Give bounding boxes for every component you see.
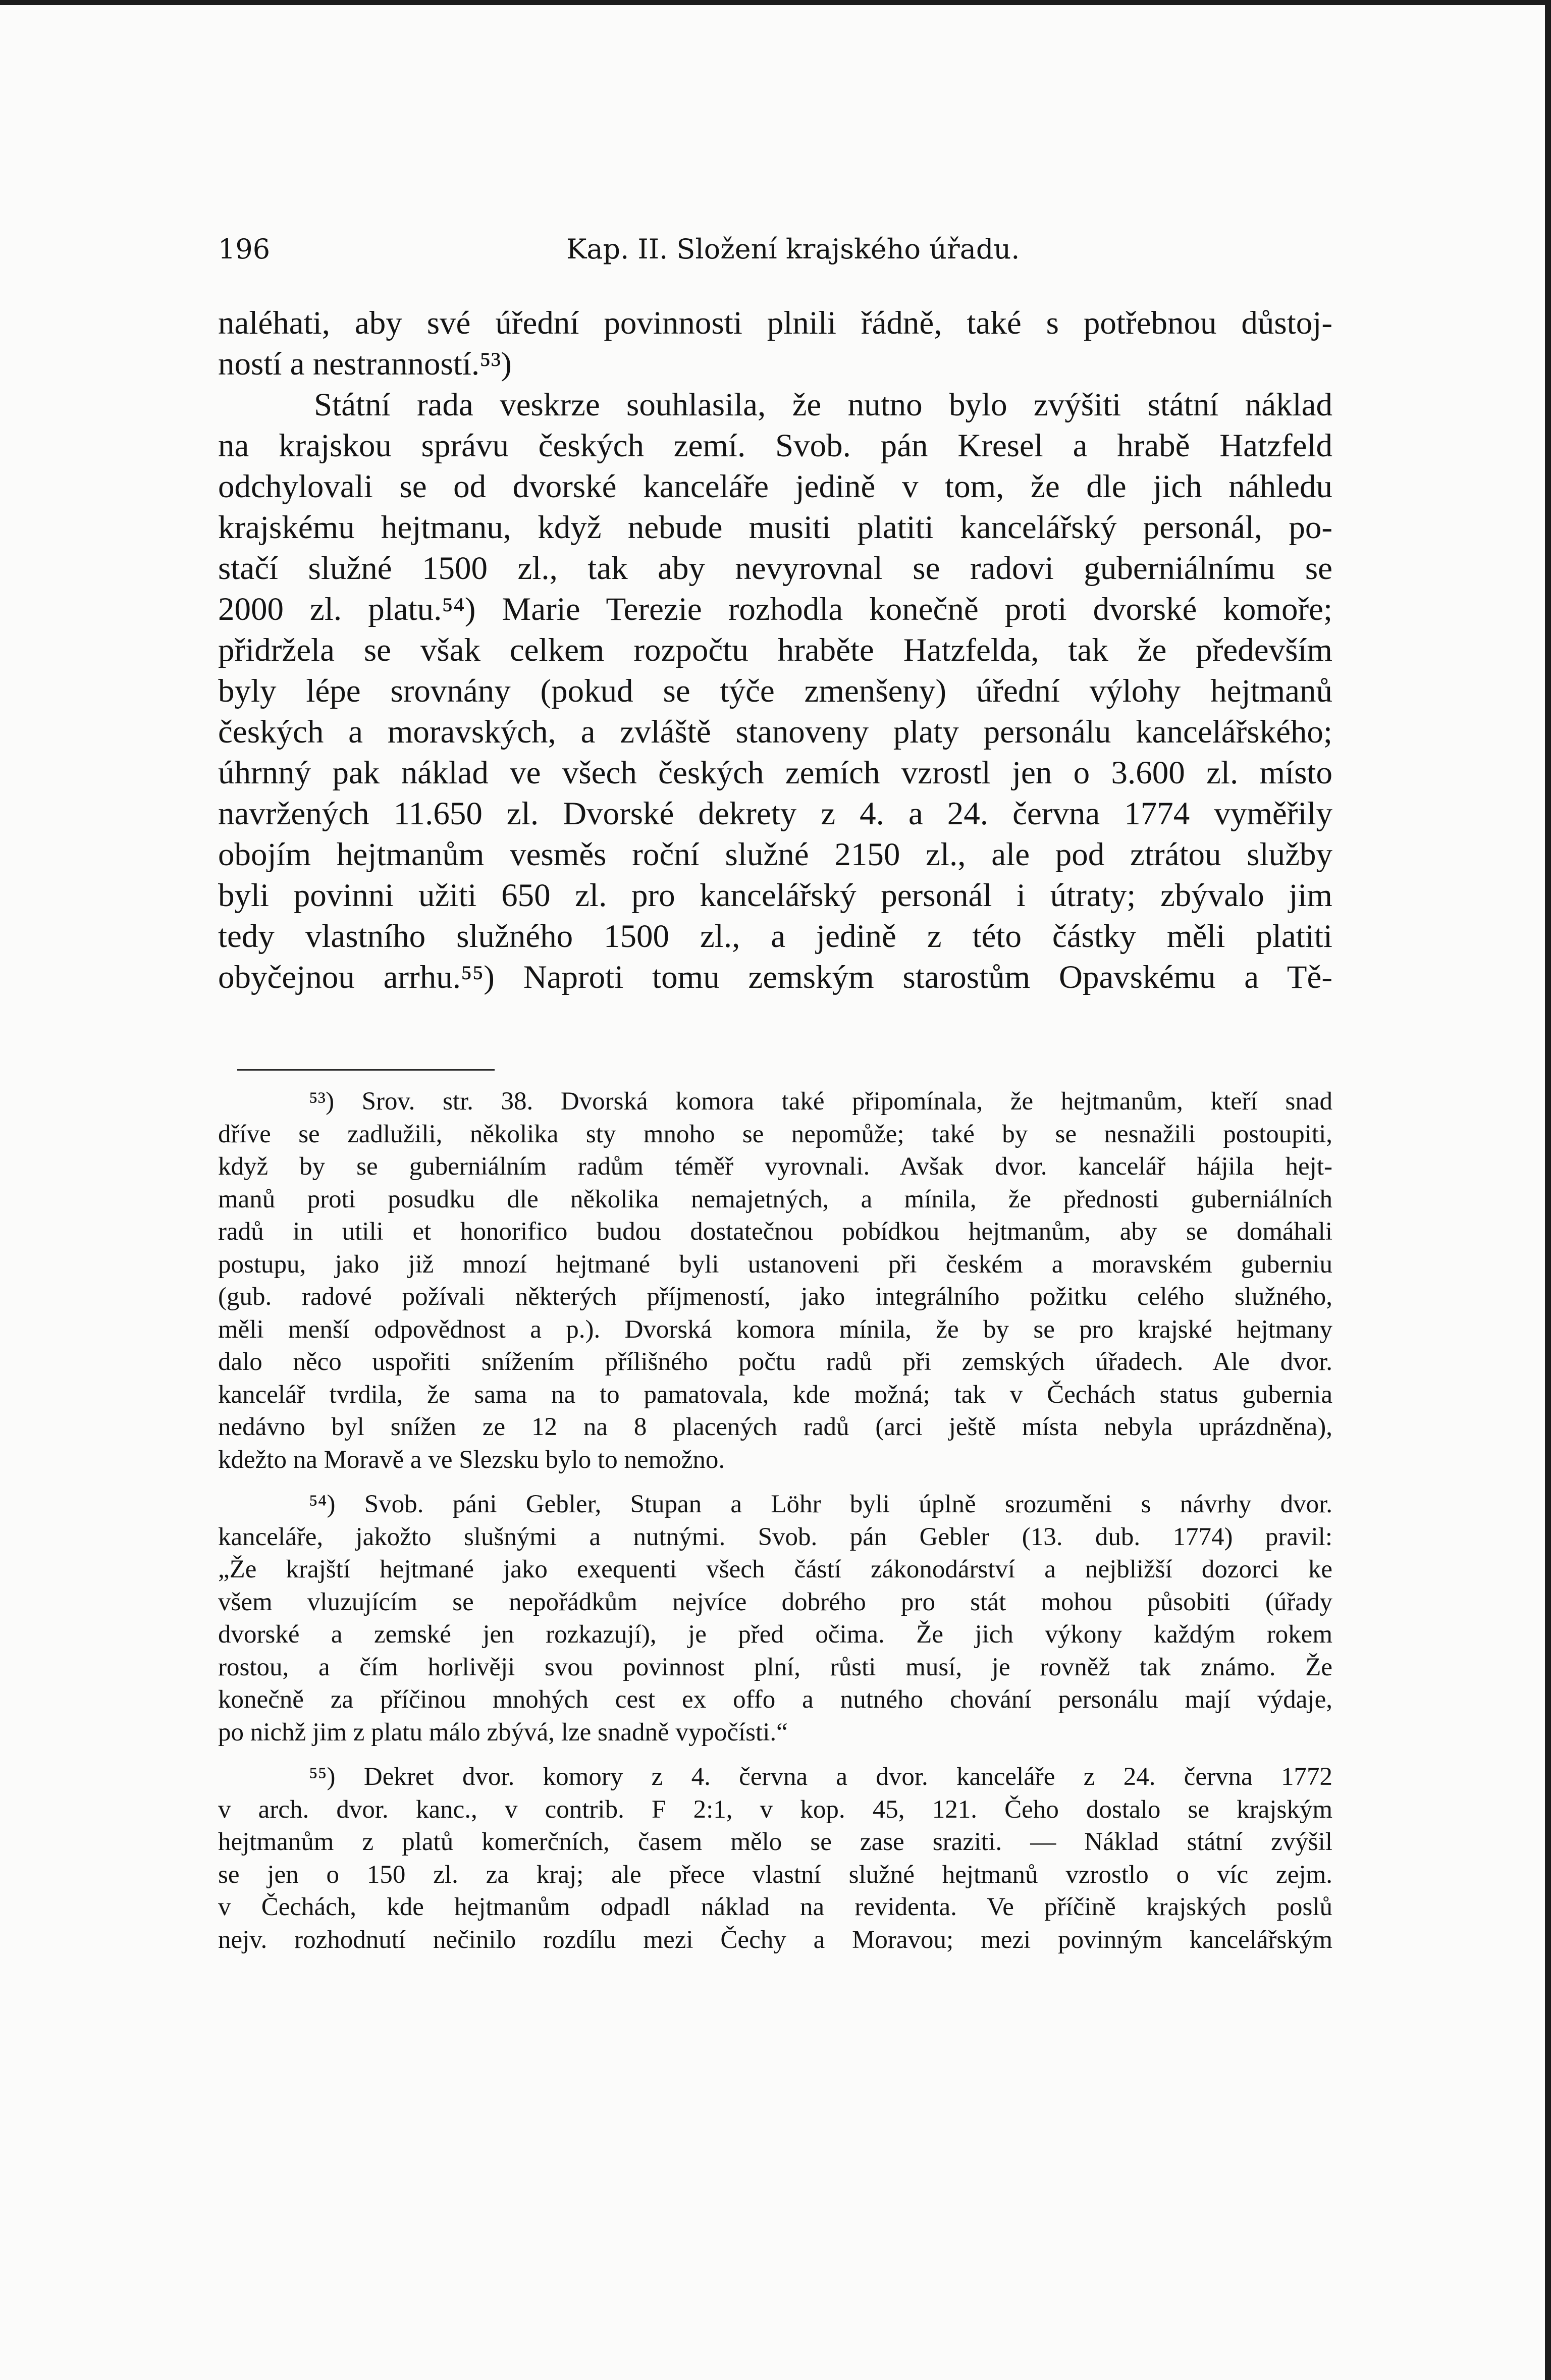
footnote-separator	[237, 1069, 495, 1071]
footnote-line: nedávno byl snížen ze 12 na 8 placených radů (arci ještě místa nebyla uprázdněna),	[218, 1413, 1332, 1441]
footnote-line: postupu, jako již mnozí hejtmané byli ustanoveni při českém a moravském guberniu	[218, 1250, 1332, 1279]
text-line: Státní rada veskrze souhlasila, že nutno bylo zvýšiti státní náklad	[314, 387, 1332, 423]
text-line: úhrnný pak náklad ve všech českých zemích vzrostl jen o 3.600 zl. místo	[218, 755, 1332, 791]
footnote-line: ⁵⁴) Svob. páni Gebler, Stupan a Löhr byli úplně srozuměni s návrhy dvor.	[309, 1490, 1332, 1518]
footnote-53	[218, 1085, 1332, 1476]
footnote-line: (gub. radové požívali některých příjmeností, jako integrálního požitku celého služného,	[218, 1283, 1332, 1311]
text-line: byly lépe srovnány (pokud se týče zmenšeny) úřední výlohy hejtmanů	[218, 673, 1332, 709]
footnote-line: po nichž jim z platu málo zbývá, lze snadně vypočísti.“	[218, 1718, 788, 1747]
text-line: českých a moravských, a zvláště stanoveny platy personálu kancelářského;	[218, 714, 1332, 750]
main-text	[218, 303, 1332, 998]
footnote-line: radů in utili et honorifico budou dostatečnou pobídkou hejtmanům, aby se domáhali	[218, 1218, 1332, 1246]
running-title: Kap. II. Složení krajského úřadu.	[566, 233, 1020, 265]
footnote-line: měli menší odpovědnost a p.). Dvorská komora mínila, že by se pro krajské hejtmany	[218, 1315, 1332, 1344]
scan-right-edge	[1545, 0, 1551, 2380]
footnote-line: v Čechách, kde hejtmanům odpadl náklad na revidenta. Ve příčině krajských poslů	[218, 1893, 1332, 1921]
text-line: přidržela se však celkem rozpočtu hraběte Hatzfelda, tak že především	[218, 632, 1332, 668]
footnote-line: dalo něco uspořiti snížením přílišného počtu radů při zemských úřadech. Ale dvor.	[218, 1348, 1332, 1376]
page-header	[218, 233, 1332, 274]
text-line: tedy vlastního služného 1500 zl., a jedině z této částky měli platiti	[218, 918, 1332, 955]
footnote-line: kanceláře, jakožto slušnými a nutnými. Svob. pán Gebler (13. dub. 1774) pravil:	[218, 1522, 1332, 1551]
footnote-line: všem vluzujícím se nepořádkům nejvíce dobrého pro stát mohou působiti (úřady	[218, 1588, 1332, 1616]
footnote-line: v arch. dvor. kanc., v contrib. F 2:1, v kop. 45, 121. Čeho dostalo se krajským	[218, 1795, 1332, 1824]
footnote-line: manů proti posudku dle několika nemajetných, a mínila, že přednosti guberniálních	[218, 1185, 1332, 1213]
footnote-line: dvorské a zemské jen rozkazují), je před očima. Že jich výkony každým rokem	[218, 1620, 1332, 1649]
text-line: naléhati, aby své úřední povinnosti plnili řádně, také s potřebnou důstoj-	[218, 305, 1332, 341]
scan-top-edge	[0, 0, 1551, 5]
footnote-line: ⁵³) Srov. str. 38. Dvorská komora také připomínala, že hejtmanům, kteří snad	[309, 1087, 1332, 1116]
text-line: navržených 11.650 zl. Dvorské dekrety z 4. a 24. června 1774 vyměřily	[218, 796, 1332, 832]
text-line: ností a nestranností.⁵³)	[218, 346, 512, 382]
footnote-line: dříve se zadlužili, několika sty mnoho se nepomůže; také by se nesnažili postoupiti,	[218, 1120, 1332, 1148]
footnote-line: nejv. rozhodnutí nečinilo rozdílu mezi Čechy a Moravou; mezi povinným kancelářským	[218, 1925, 1332, 1954]
text-line: odchylovali se od dvorské kanceláře jedině v tom, že dle jich náhledu	[218, 468, 1332, 505]
footnotes	[218, 1085, 1332, 1956]
footnote-line: konečně za příčinou mnohých cest ex offo a nutného chování personálu mají výdaje,	[218, 1685, 1332, 1714]
text-line: obyčejnou arrhu.⁵⁵) Naproti tomu zemským starostům Opavskému a Tě-	[218, 959, 1332, 995]
footnote-line: se jen o 150 zl. za kraj; ale přece vlastní služné hejtmanů vzrostlo o víc zejm.	[218, 1860, 1332, 1889]
text-line: stačí služné 1500 zl., tak aby nevyrovnal se radovi guberniálnímu se	[218, 550, 1332, 587]
footnote-line: kancelář tvrdila, že sama na to pamatovala, kde možná; tak v Čechách status gubernia	[218, 1380, 1332, 1409]
text-line: obojím hejtmanům vesměs roční služné 2150 zl., ale pod ztrátou služby	[218, 836, 1332, 873]
text-line: byli povinni užiti 650 zl. pro kancelářský personál i útraty; zbývalo jim	[218, 877, 1332, 914]
footnote-55	[218, 1761, 1332, 1956]
text-line: 2000 zl. platu.⁵⁴) Marie Terezie rozhodla konečně proti dvorské komoře;	[218, 591, 1332, 627]
footnote-54	[218, 1488, 1332, 1749]
footnote-line: když by se guberniálním radům téměř vyrovnali. Avšak dvor. kancelář hájila hejt-	[218, 1152, 1332, 1181]
text-line: na krajskou správu českých zemí. Svob. pán Kresel a hrabě Hatzfeld	[218, 428, 1332, 464]
footnote-line: kdežto na Moravě a ve Slezsku bylo to nemožno.	[218, 1445, 725, 1474]
footnote-line: „Že krajští hejtmané jako exequenti všech částí zákonodárství a nejbližší dozorci ke	[218, 1555, 1332, 1583]
footnote-line: ⁵⁵) Dekret dvor. komory z 4. června a dvor. kanceláře z 24. června 1772	[309, 1763, 1332, 1791]
page-number: 196	[218, 233, 271, 265]
footnote-line: rostou, a čím horlivěji svou povinnost plní, růsti musí, je rovněž tak známo. Že	[218, 1653, 1332, 1681]
text-line: krajskému hejtmanu, když nebude musiti platiti kancelářský personál, po-	[218, 509, 1332, 546]
footnote-line: hejtmanům z platů komerčních, časem mělo se zase sraziti. — Náklad státní zvýšil	[218, 1828, 1332, 1856]
